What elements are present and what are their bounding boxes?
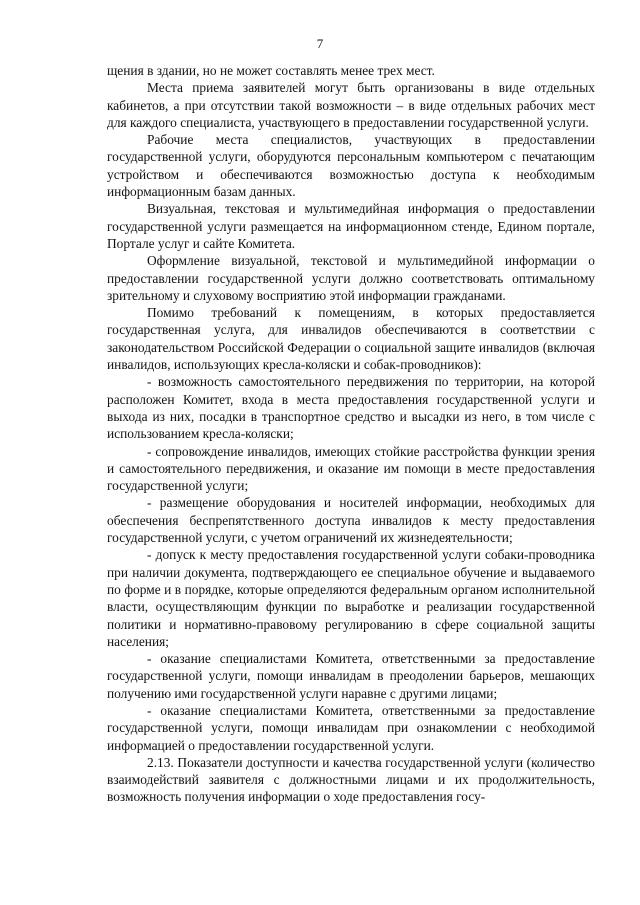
paragraph-information-placement: Визуальная, текстовая и мультимедийная информация о предоставлении государственной услуги размещается на информационном стенде, Едином портале, Портале услуг и сайте Комитета. [107, 201, 595, 251]
paragraph-workplaces: Рабочие места специалистов, участвующих в предоставлении государственной услуги, оборудуются персональным компьютером с печатающим устройством и обеспечиваются возможностью доступа к необходимым информационным базам данных. [107, 132, 595, 200]
paragraph-information-design: Оформление визуальной, текстовой и мультимедийной информации о предоставлении государственной услуги должно соответствовать оптимальному зрительному и слуховому восприятию этой информации гражданами. [107, 253, 595, 303]
list-item-movement: - возможность самостоятельного передвижения по территории, на которой расположен Комитет, входа в места предоставления государственной услуги и выхода из них, посадки в транспортное средство и высадки из него, в том числе с использованием кресла-коляски; [107, 374, 595, 442]
paragraph-disability-requirements: Помимо требований к помещениям, в которых предоставляется государственная услуга, для инвалидов обеспечиваются в соответствии с законодательством Российской Федерации о социальной защите инвалидов (включая инвалидов, использующих кресла-коляски и собак-проводников): [107, 305, 595, 373]
list-item-barrier-help: - оказание специалистами Комитета, ответственными за предоставление государственной услуги, помощи инвалидам в преодолении барьеров, мешающих получению ими государственной услуги наравне с другими лицами; [107, 651, 595, 701]
list-item-guide-dog: - допуск к месту предоставления государственной услуги собаки-проводника при наличии документа, подтверждающего ее специальное обучение и выдаваемого по форме и в порядке, которые определяются федеральным органом исполнительной власти, осуществляющим функции по выработке и реализации государственной политики и нормативно-правовому регулированию в сфере социальной защиты населения; [107, 547, 595, 649]
list-item-equipment: - размещение оборудования и носителей информации, необходимых для обеспечения беспрепятственного доступа инвалидов к месту предоставления государственной услуги, с учетом ограничений их жизнедеятельности; [107, 495, 595, 546]
document-body [107, 62, 595, 806]
paragraph-section-2-13: 2.13. Показатели доступности и качества государственной услуги (количество взаимодействий заявителя с должностными лицами и их продолжительность, возможность получения информации о ходе предоставления госу- [107, 754, 595, 805]
page-number: 7 [316, 36, 324, 51]
list-item-escort: - сопровождение инвалидов, имеющих стойкие расстройства функции зрения и самостоятельного передвижения, и оказание им помощи в месте предоставления государственной услуги; [107, 443, 595, 494]
paragraph-reception-places: Места приема заявителей могут быть организованы в виде отдельных кабинетов, а при отсутствии такой возможности – в виде отдельных рабочих мест для каждого специалиста, участвующего в предоставлении государственной услуги. [107, 80, 595, 130]
paragraph-continuation: щения в здании, но не может составлять менее трех мест. [107, 63, 435, 78]
list-item-information-help: - оказание специалистами Комитета, ответственными за предоставление государственной услуги, помощи инвалидам при ознакомлении с необходимой информацией о предоставлении государственной услуги. [107, 702, 595, 753]
